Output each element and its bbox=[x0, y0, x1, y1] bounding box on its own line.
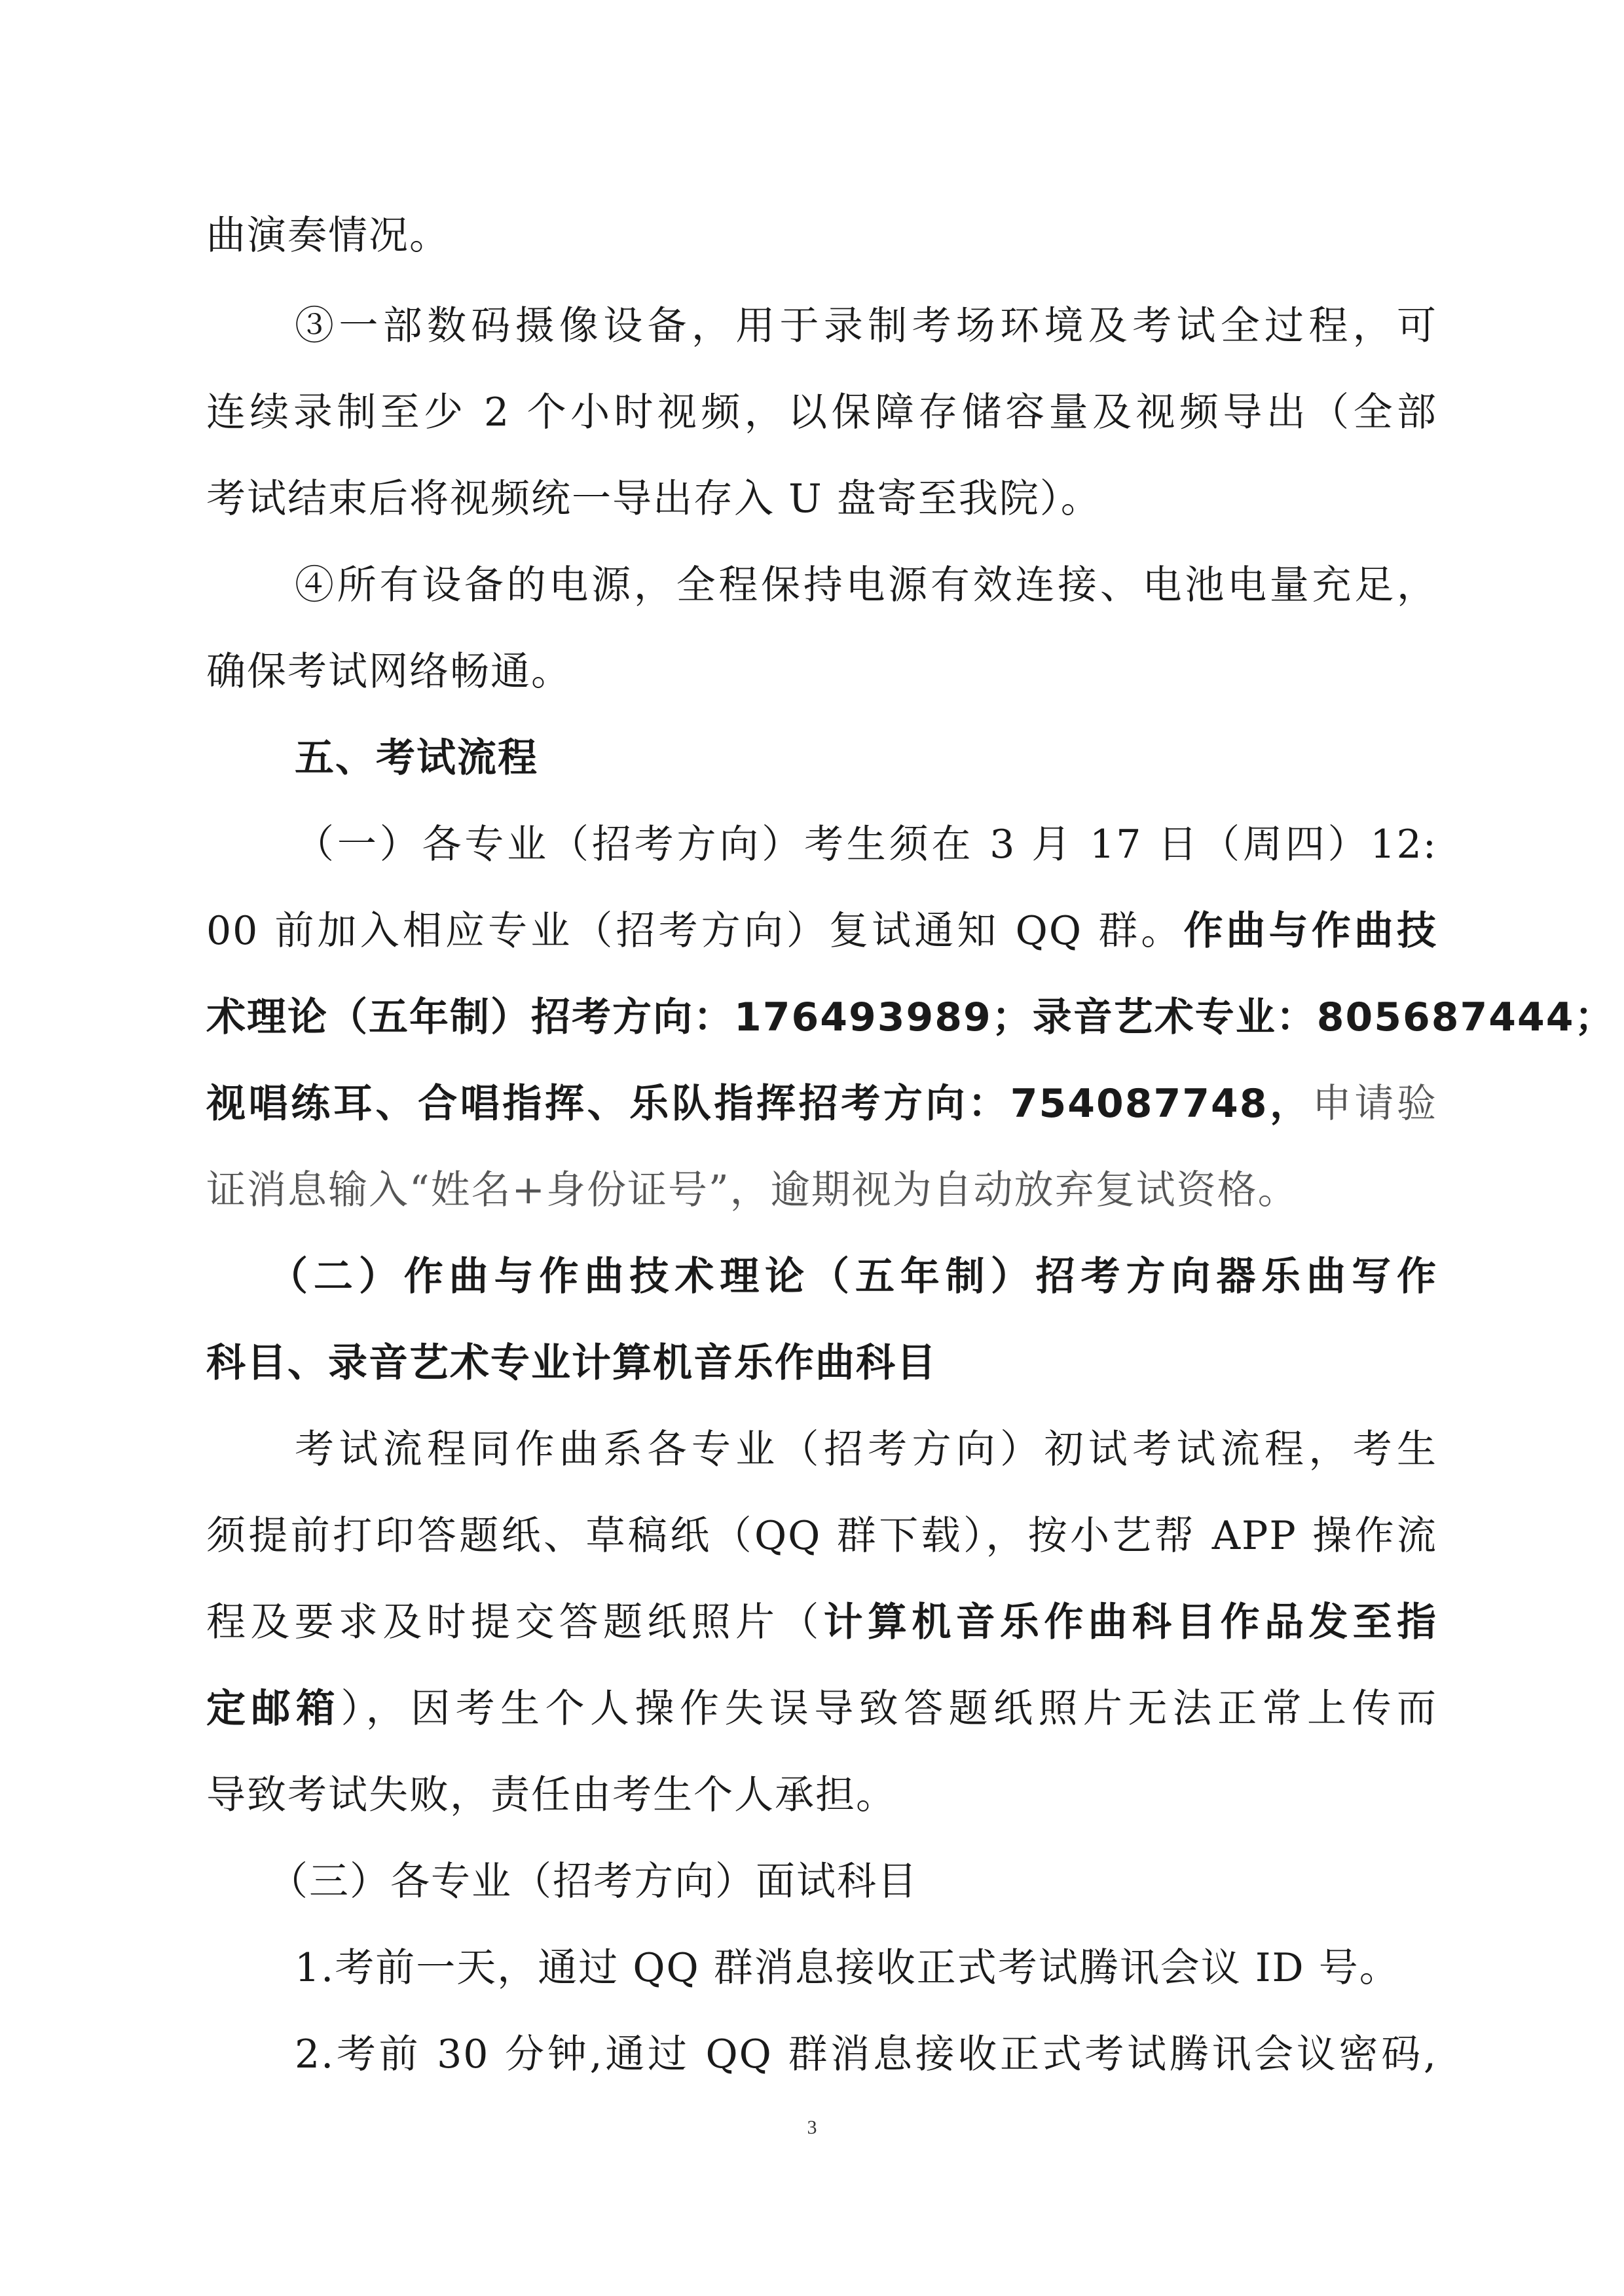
paragraph-line: 曲演奏情况。 bbox=[206, 213, 450, 259]
paragraph-line: ③一部数码摄像设备，用于录制考场环境及考试全过程，可 bbox=[295, 303, 1437, 349]
paragraph-line bbox=[206, 1596, 1437, 1649]
bold-text-run: 作曲与作曲技 bbox=[1183, 908, 1438, 954]
section-heading: 五、考试流程 bbox=[295, 735, 538, 781]
paragraph-line: 考试流程同作曲系各专业（招考方向）初试考试流程，考生 bbox=[295, 1427, 1437, 1472]
page-number: 3 bbox=[807, 2117, 817, 2138]
paragraph-line: 术理论（五年制）招考方向：176493989；录音艺术专业：805687444； bbox=[206, 994, 1615, 1040]
paragraph-line bbox=[206, 1078, 1437, 1130]
subsection-heading: （二）作曲与作曲技术理论（五年制）招考方向器乐曲写作 bbox=[268, 1254, 1437, 1300]
text-run: 申请验 bbox=[1312, 1081, 1438, 1127]
subsection-heading: （三）各专业（招考方向）面试科目 bbox=[268, 1859, 918, 1904]
paragraph-line: 考试结束后将视频统一导出存入 U 盘寄至我院）。 bbox=[206, 476, 1101, 522]
text-run: 00 前加入相应专业（招考方向）复试通知 QQ 群。 bbox=[206, 908, 1184, 954]
paragraph-line: 2.考前 30 分钟,通过 QQ 群消息接收正式考试腾讯会议密码, bbox=[295, 2032, 1437, 2077]
paragraph-line: （一）各专业（招考方向）考生须在 3 月 17 日（周四）12: bbox=[295, 822, 1437, 867]
paragraph-line: 1.考前一天，通过 QQ 群消息接收正式考试腾讯会议 ID 号。 bbox=[295, 1945, 1400, 1991]
paragraph-line: 连续录制至少 2 个小时视频，以保障存储容量及视频导出（全部 bbox=[206, 390, 1437, 435]
paragraph-line: ④所有设备的电源，全程保持电源有效连接、电池电量充足， bbox=[295, 562, 1437, 608]
text-run: ），因考生个人操作失误导致答题纸照片无法正常上传而 bbox=[341, 1686, 1438, 1732]
paragraph-line bbox=[206, 1683, 1437, 1735]
subsection-heading: 科目、录音艺术专业计算机音乐作曲科目 bbox=[206, 1340, 937, 1386]
paragraph-line: 导致考试失败，责任由考生个人承担。 bbox=[206, 1772, 896, 1818]
bold-text-run: 视唱练耳、合唱指挥、乐队指挥招考方向：754087748， bbox=[206, 1081, 1312, 1127]
text-run: 程及要求及时提交答题纸照片（ bbox=[206, 1599, 824, 1645]
bold-text-run: 计算机音乐作曲科目作品发至指 bbox=[823, 1599, 1438, 1645]
bold-text-run: 定邮箱 bbox=[206, 1686, 341, 1732]
paragraph-line: 确保考试网络畅通。 bbox=[206, 649, 572, 695]
paragraph-line: 证消息输入“姓名+身份证号”，逾期视为自动放弃复试资格。 bbox=[206, 1167, 1299, 1213]
paragraph-line bbox=[206, 905, 1437, 957]
paragraph-line: 须提前打印答题纸、草稿纸（QQ 群下载），按小艺帮 APP 操作流 bbox=[206, 1513, 1437, 1559]
